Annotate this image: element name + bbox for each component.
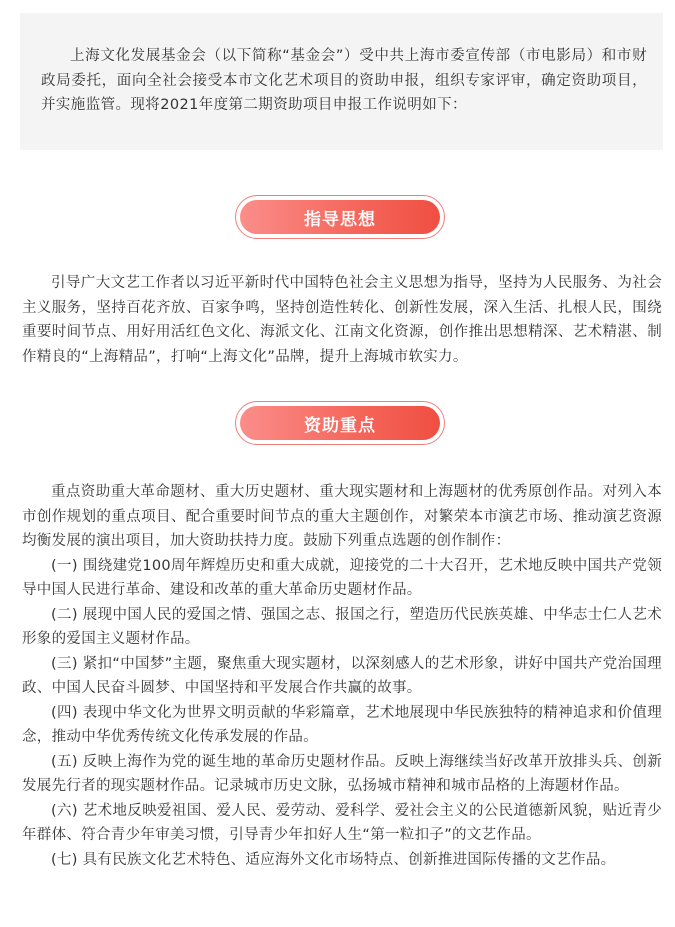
list-item: (一) 围绕建党100周年辉煌历史和重大成就，迎接党的二十大召开，艺术地反映中国共产党领导中国人民进行革命、建设和改革的重大革命历史题材作品。 [22, 557, 662, 598]
section-header-funding-focus [235, 401, 445, 445]
intro-paragraph: 上海文化发展基金会（以下简称“基金会”）受中共上海市委宣传部（市电影局）和市财政局委托，面向全社会接受本市文化艺术项目的资助申报，组织专家评审，确定资助项目，并实施监管。现将2021年度第二期资助项目申报工作说明如下： [41, 48, 647, 113]
section-title: 指导思想 [240, 200, 440, 234]
paragraph: 引导广大文艺工作者以习近平新时代中国特色社会主义思想为指导，坚持为人民服务、为社会主义服务，坚持百花齐放、百家争鸣，坚持创造性转化、创新性发展，深入生活、扎根人民，围绕重要时间节点、用好用活红色文化、海派文化、江南文化资源，创作推出思想精深、艺术精湛、制作精良的“上海精品”，打响“上海文化”品牌，提升上海城市软实力。 [22, 275, 662, 365]
section-title: 资助重点 [240, 406, 440, 440]
list-item: (六) 艺术地反映爱祖国、爱人民、爱劳动、爱科学、爱社会主义的公民道德新风貌，贴近青少年群体、符合青少年审美习惯，引导青少年扣好人生“第一粒扣子”的文艺作品。 [22, 802, 662, 843]
section-body-guiding-ideology [22, 271, 662, 369]
list-item: (五) 反映上海作为党的诞生地的革命历史题材作品。反映上海继续当好改革开放排头兵、创新发展先行者的现实题材作品。记录城市历史文脉，弘扬城市精神和城市品格的上海题材作品。 [22, 753, 662, 794]
paragraph: 重点资助重大革命题材、重大历史题材、重大现实题材和上海题材的优秀原创作品。对列入本市创作规划的重点项目、配合重要时间节点的重大主题创作，对繁荣本市演艺市场、推动演艺资源均衡发展的演出项目，加大资助扶持力度。鼓励下列重点选题的创作制作： [22, 484, 662, 549]
list-item: (二) 展现中国人民的爱国之情、强国之志、报国之行，塑造历代民族英雄、中华志士仁人艺术形象的爱国主义题材作品。 [22, 606, 662, 647]
intro-box [20, 13, 663, 150]
section-header-guiding-ideology [235, 195, 445, 239]
list-item: (三) 紧扣“中国梦”主题，聚焦重大现实题材，以深刻感人的艺术形象，讲好中国共产党治国理政、中国人民奋斗圆梦、中国坚持和平发展合作共赢的故事。 [22, 655, 662, 696]
section-body-funding-focus [22, 480, 662, 872]
list-item: (四) 表现中华文化为世界文明贡献的华彩篇章，艺术地展现中华民族独特的精神追求和价值理念，推动中华优秀传统文化传承发展的作品。 [22, 704, 662, 745]
list-item: (七) 具有民族文化艺术特色、适应海外文化市场特点、创新推进国际传播的文艺作品。 [51, 851, 616, 868]
